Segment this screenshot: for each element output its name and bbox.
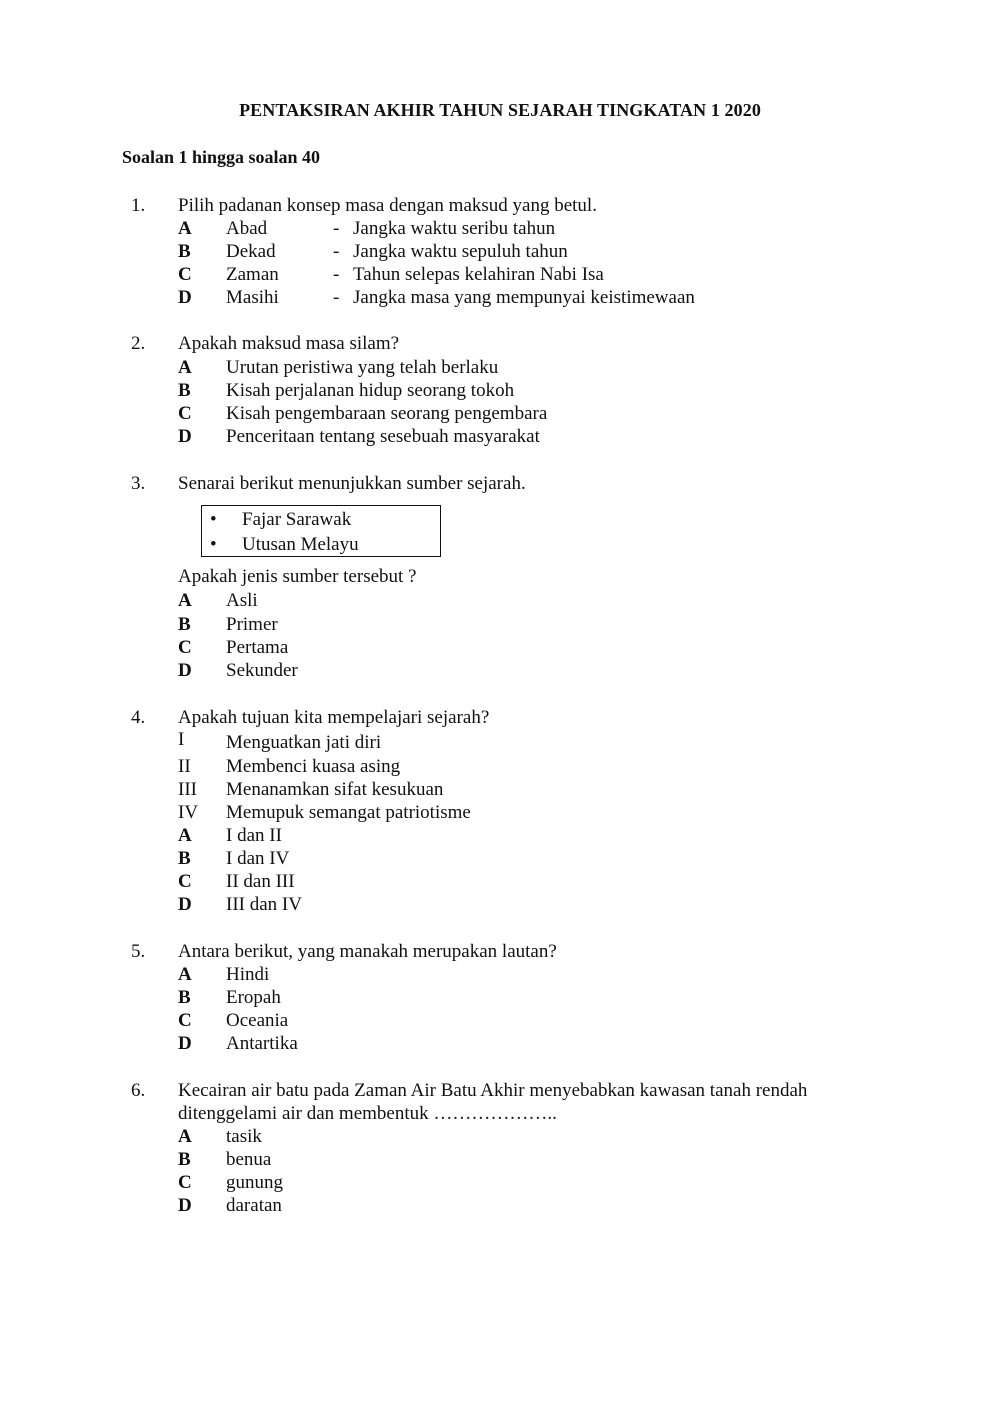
option-term: Masihi — [226, 287, 279, 308]
option-letter: A — [178, 964, 192, 985]
option-letter: C — [178, 403, 192, 424]
source-item — [210, 508, 351, 532]
followup-text: Apakah jenis sumber tersebut ? — [178, 566, 417, 587]
option-letter: B — [178, 380, 191, 401]
option-definition: Tahun selepas kelahiran Nabi Isa — [353, 264, 604, 285]
question-number: 6. — [131, 1080, 146, 1101]
question-text: Kecairan air batu pada Zaman Air Batu Akhir menyebabkan kawasan tanah rendah — [178, 1080, 808, 1101]
option-text: Asli — [226, 590, 258, 611]
statement-text: Menguatkan jati diri — [226, 732, 382, 753]
option-dash: - — [333, 264, 340, 285]
page-title: PENTAKSIRAN AKHIR TAHUN SEJARAH TINGKATAN 1 2020 — [239, 100, 761, 120]
option-text: Penceritaan tentang sesebuah masyarakat — [226, 426, 540, 447]
option-letter: D — [178, 894, 192, 915]
option-letter: C — [178, 871, 192, 892]
section-subtitle: Soalan 1 hingga soalan 40 — [122, 147, 321, 167]
bullet-icon: • — [210, 509, 217, 530]
option-text: III dan IV — [226, 894, 302, 915]
statement-text: Memupuk semangat patriotisme — [226, 802, 471, 823]
question-text: Apakah maksud masa silam? — [178, 333, 400, 354]
option-letter: D — [178, 660, 192, 681]
option-definition: Jangka waktu seribu tahun — [353, 218, 556, 239]
option-text: tasik — [226, 1126, 262, 1147]
question-number: 2. — [131, 333, 146, 354]
source-list-box — [201, 505, 441, 557]
statement-text: Menanamkan sifat kesukuan — [226, 779, 444, 800]
option-text: Eropah — [226, 987, 281, 1008]
option-text: Kisah perjalanan hidup seorang tokoh — [226, 380, 515, 401]
option-term: Abad — [226, 218, 268, 239]
question-number: 5. — [131, 941, 146, 962]
question-text: Senarai berikut menunjukkan sumber sejarah. — [178, 473, 526, 494]
option-term: Zaman — [226, 264, 279, 285]
option-text: gunung — [226, 1172, 283, 1193]
option-letter: B — [178, 987, 191, 1008]
option-text: Antartika — [226, 1033, 298, 1054]
question-text: Apakah tujuan kita mempelajari sejarah? — [178, 707, 490, 728]
option-letter: B — [178, 241, 191, 262]
source-item — [210, 533, 359, 557]
option-letter: A — [178, 218, 192, 239]
option-dash: - — [333, 218, 340, 239]
statement-numeral: I — [178, 729, 185, 750]
option-text: I dan II — [226, 825, 282, 846]
option-text: daratan — [226, 1195, 282, 1216]
option-letter: A — [178, 590, 192, 611]
question-text: Pilih padanan konsep masa dengan maksud yang betul. — [178, 195, 597, 216]
option-letter: D — [178, 1033, 192, 1054]
statement-numeral: IV — [178, 802, 199, 823]
option-letter: C — [178, 1010, 192, 1031]
option-letter: C — [178, 1172, 192, 1193]
question-number: 3. — [131, 473, 146, 494]
option-text: Sekunder — [226, 660, 298, 681]
question-text: Antara berikut, yang manakah merupakan lautan? — [178, 941, 557, 962]
option-letter: C — [178, 637, 192, 658]
option-text: Oceania — [226, 1010, 289, 1031]
option-dash: - — [333, 287, 340, 308]
bullet-icon: • — [210, 534, 217, 555]
option-letter: A — [178, 1126, 192, 1147]
option-text: Hindi — [226, 964, 270, 985]
option-text: Primer — [226, 614, 278, 635]
option-letter: A — [178, 825, 192, 846]
option-letter: B — [178, 1149, 191, 1170]
option-text: Kisah pengembaraan seorang pengembara — [226, 403, 548, 424]
option-letter: D — [178, 426, 192, 447]
source-item-label: Fajar Sarawak — [242, 509, 352, 530]
option-text: I dan IV — [226, 848, 290, 869]
option-letter: D — [178, 287, 192, 308]
option-letter: C — [178, 264, 192, 285]
statement-numeral: II — [178, 756, 191, 777]
option-letter: A — [178, 357, 192, 378]
option-text: Pertama — [226, 637, 289, 658]
option-term: Dekad — [226, 241, 276, 262]
option-definition: Jangka waktu sepuluh tahun — [353, 241, 568, 262]
option-dash: - — [333, 241, 340, 262]
option-text: II dan III — [226, 871, 295, 892]
option-definition: Jangka masa yang mempunyai keistimewaan — [353, 287, 695, 308]
question-number: 1. — [131, 195, 146, 216]
option-letter: B — [178, 848, 191, 869]
option-text: Urutan peristiwa yang telah berlaku — [226, 357, 499, 378]
statement-numeral: III — [178, 779, 197, 800]
option-letter: D — [178, 1195, 192, 1216]
option-text: benua — [226, 1149, 272, 1170]
question-number: 4. — [131, 707, 146, 728]
question-text-continued: ditenggelami air dan membentuk ……………….. — [178, 1103, 557, 1124]
option-letter: B — [178, 614, 191, 635]
statement-text: Membenci kuasa asing — [226, 756, 401, 777]
source-item-label: Utusan Melayu — [242, 534, 359, 555]
